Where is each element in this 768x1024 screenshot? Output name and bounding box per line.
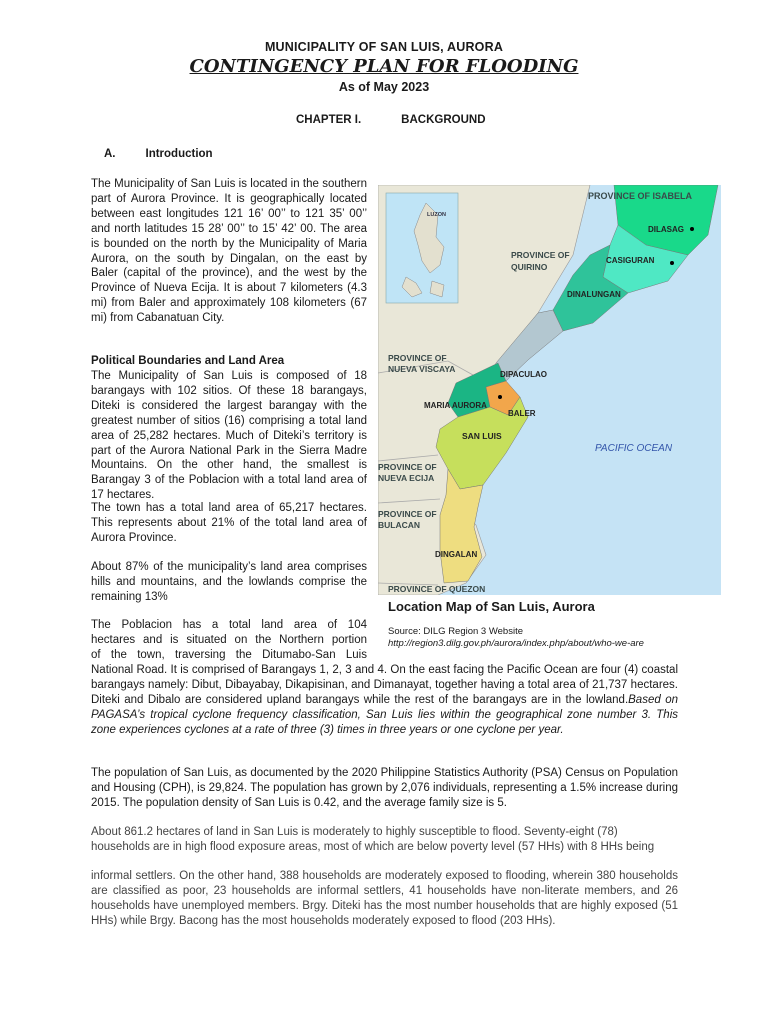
label-baler: BALER	[508, 409, 536, 418]
label-quezon: PROVINCE OF QUEZON	[388, 584, 486, 594]
cyclone-text: Based on PAGASA’s tropical cyclone frequency classification, San Luis lies within the geographical zone number 3. This zone experiences cyclones at a rate of three (3) times in three years or one cyclone per year.	[91, 693, 678, 736]
label-dilasag: DILASAG	[648, 225, 684, 234]
poblacion-line-3: of the town, traversing the Ditumabo-San Luis	[91, 649, 367, 661]
baler-dot	[498, 395, 502, 399]
flood-paragraph-1: About 861.2 hectares of land in San Luis is moderately to highly susceptible to flood. Seventy-eight (78) households are in high flood exposure areas, most of which are below poverty level (57 HHs) with 8 HHs being	[91, 826, 655, 853]
label-bulacan-1: PROVINCE OF	[378, 509, 437, 519]
label-bulacan-2: BULACAN	[378, 520, 421, 530]
label-san-luis: SAN LUIS	[462, 431, 502, 441]
population-paragraph: The population of San Luis, as documented by the 2020 Philippine Statistics Authority (PSA) Census on Population and Housing (CPH), is 29,824. The population has grown by 2,076 individuals, representing a 1.5% increase during 2015. The population density of San Luis is 0.42, and the average family size is 5.	[91, 767, 678, 809]
label-nueva-ecija-1: PROVINCE OF	[378, 462, 437, 472]
poblacion-line-1: The Poblacion has a total land area of 104	[91, 619, 367, 631]
municipality-title: MUNICIPALITY OF SAN LUIS, AURORA	[264, 40, 504, 54]
label-maria-aurora: MARIA AURORA	[424, 401, 487, 410]
chapter-heading	[296, 114, 486, 126]
poblacion-paragraph	[91, 663, 678, 738]
poblacion-line-2: hectares and is situated on the Northern portion	[91, 634, 367, 646]
intro-paragraph: The Municipality of San Luis is located in the southern part of Aurora Province. It is geographically located between east longitudes 121 16’ 00’’ to 121 35’ 00’’ and north latitudes 15 28’ 00’’ to 15’ 42’ 00. The area is bounded on the north by the Municipality of Maria Aurora, on the south by Dingalan, on the east by Baler (capital of the province), and the west by the Province of Nueva Ecija. It is about 7 kilometers (4.3 mi) from Baler and approximately 108 kilometers (67 mi) from Cabanatuan City.	[91, 178, 367, 325]
map-svg	[378, 185, 721, 595]
dilasag-dot	[690, 227, 694, 231]
chapter-number: CHAPTER I.	[296, 114, 362, 126]
political-paragraph-1: The Municipality of San Luis is composed of 18 barangays with 102 sitios. Of these 18 barangays, Diteki is considered the largest barangay with the greatest number of sitios (16) comprising a total land area of 25,282 hectares. Much of Diteki’s territory is part of the Aurora National Park in the Sierra Madre Mountains. On the other hand, the smallest is Barangay 3 of the Poblacion with a total land area of 17 hectares.	[91, 370, 367, 502]
section-heading	[104, 148, 213, 160]
map-source-url[interactable]: http://region3.dilg.gov.ph/aurora/index.php/about/who-we-are	[388, 638, 644, 649]
label-nueva-viscaya-1: PROVINCE OF	[388, 353, 447, 363]
label-nueva-ecija-2: NUEVA ECIJA	[378, 473, 435, 483]
map-caption: Location Map of San Luis, Aurora	[388, 599, 595, 614]
label-pacific-ocean: PACIFIC OCEAN	[595, 443, 673, 454]
label-nueva-viscaya-2: NUEVA VISCAYA	[388, 364, 456, 374]
label-quirino-1: PROVINCE OF	[511, 250, 570, 260]
section-title: Introduction	[145, 148, 213, 160]
label-casiguran: CASIGURAN	[606, 256, 655, 265]
label-dipaculao: DIPACULAO	[500, 370, 547, 379]
casiguran-dot	[670, 261, 674, 265]
inset-luzon-label: LUZON	[427, 212, 446, 218]
map-source: Source: DILG Region 3 Website	[388, 626, 524, 637]
date-subtitle: As of May 2023	[338, 80, 430, 94]
political-paragraph-3: About 87% of the municipality’s land area comprises hills and mountains, and the lowlands comprise the remaining 13%	[91, 561, 367, 603]
plan-title: CONTINGENCY PLAN FOR FLOODING	[189, 56, 579, 77]
flood-paragraph-2: informal settlers. On the other hand, 388 households are moderately exposed to flooding, wherein 380 households are classified as poor, 23 households are informal settlers, 41 households have non-literate members, and 26 households have unemployed members. Brgy. Diteki has the most number households that are highly exposed (51 HHs) while Brgy. Bacong has the most households moderately exposed to flood (203 HHs).	[91, 870, 678, 927]
poblacion-text: National Road. It is comprised of Barangays 1, 2, 3 and 4. On the east facing the Pacific Ocean are four (4) coastal barangays namely: Dibut, Dibayabay, Dikapisinan, and Dimanayat, together having a total area of 21,737 hectares. Diteki and Dibalo are considered upland barangays while the rest of the barangays are in the lowland.	[91, 664, 678, 706]
location-map	[378, 185, 721, 595]
section-letter: A.	[104, 148, 116, 160]
chapter-title: BACKGROUND	[401, 114, 486, 126]
label-isabela: PROVINCE OF ISABELA	[588, 191, 693, 201]
label-dinalungan: DINALUNGAN	[567, 290, 621, 299]
label-dingalan: DINGALAN	[435, 550, 478, 559]
political-heading: Political Boundaries and Land Area	[91, 355, 285, 367]
political-paragraph-2: The town has a total land area of 65,217 hectares. This represents about 21% of the total land area of Aurora Province.	[91, 502, 367, 544]
label-quirino-2: QUIRINO	[511, 262, 548, 272]
